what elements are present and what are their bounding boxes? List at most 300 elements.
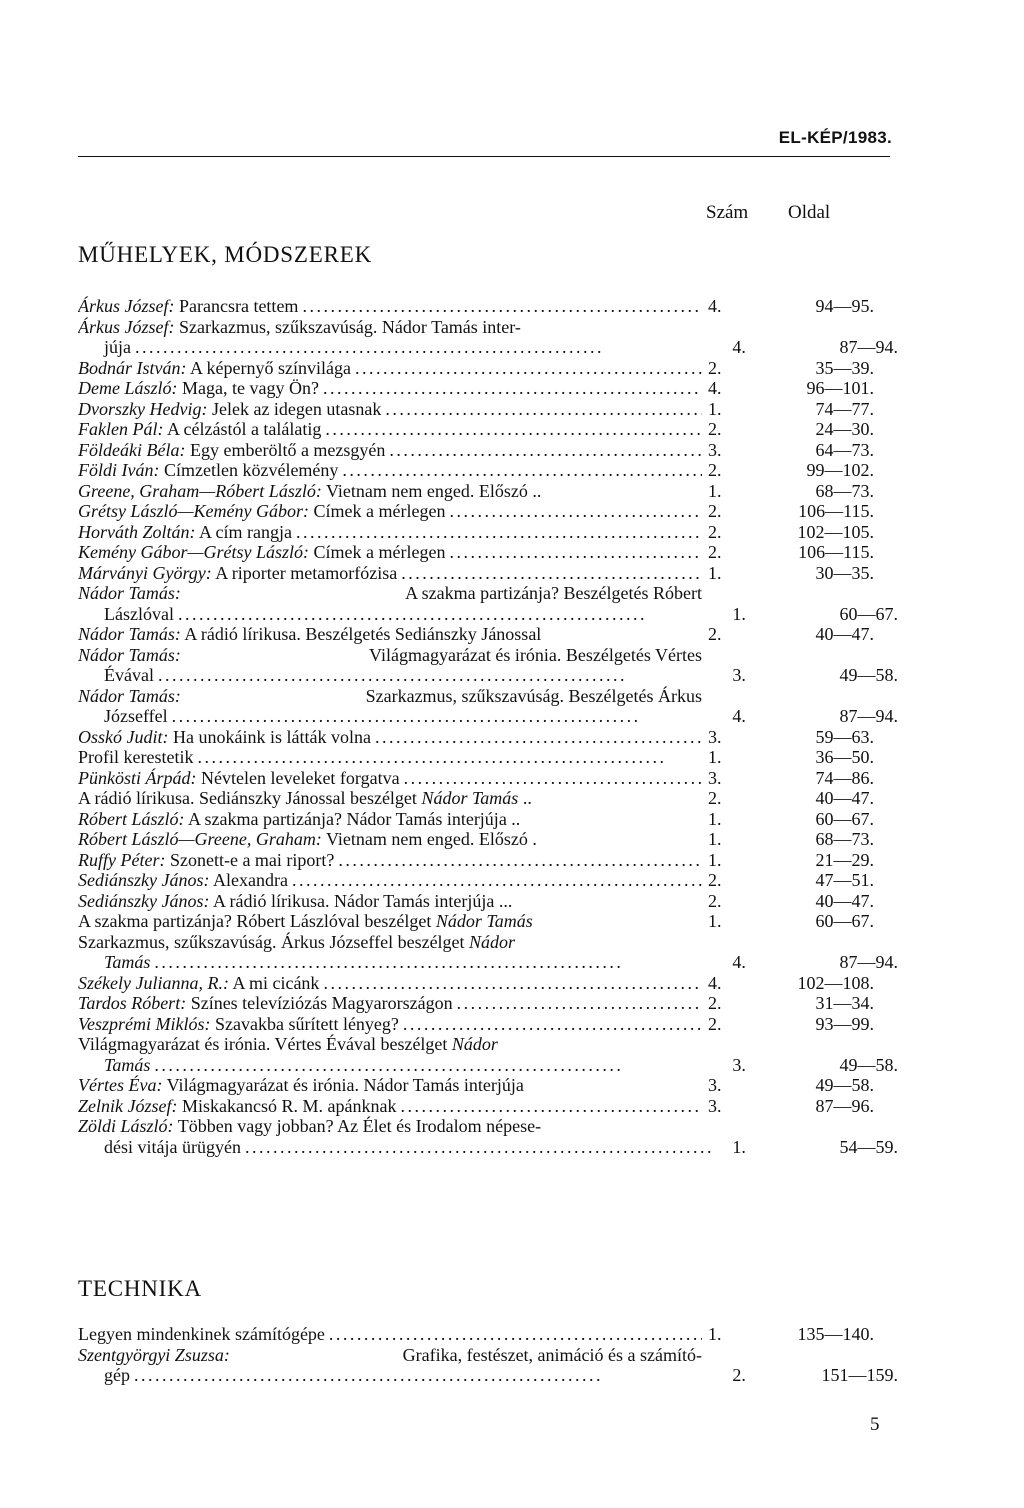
entry-title-cell <box>78 460 702 481</box>
entry-issue-number: 2. <box>708 460 722 480</box>
entry-title-cell <box>78 358 702 379</box>
entry-author: Földeáki Béla: <box>78 439 186 460</box>
entry-title-cell <box>78 1075 702 1096</box>
entry-title: Szarkazmus, szűkszavúság. Árkus Józseffel beszélget <box>78 931 470 952</box>
entry-title-cell <box>78 788 702 809</box>
entry-title: Névtelen leveleket forgatva <box>196 767 400 788</box>
toc-entry <box>78 973 898 994</box>
toc-entry <box>78 337 898 358</box>
entry-issue-number: 1. <box>708 562 722 583</box>
dot-leader <box>168 706 727 727</box>
entry-issue-number: 1. <box>708 829 722 849</box>
entry-title-cell <box>78 768 702 789</box>
entry-page-range: 49—58. <box>839 665 898 685</box>
entry-issue-number: 3. <box>708 767 722 788</box>
entry-title: A rádió lírikusa. Sediánszky Jánossal beszélget <box>78 788 422 808</box>
entry-issue-number: 2. <box>708 624 722 644</box>
entry-title: A szakma partizánja? Nádor Tamás interjúja .. <box>184 808 521 829</box>
entry-author: Vértes Éva: <box>78 1075 163 1095</box>
entry-text <box>78 419 321 440</box>
toc-entry <box>78 870 898 891</box>
entry-title: Szarkazmus, szűkszavúság. Beszélgetés Árkus <box>361 685 702 706</box>
entry-text <box>104 604 174 625</box>
entry-text <box>78 1034 498 1055</box>
entry-author: Dvorszky Hedvig: <box>78 398 208 419</box>
entry-text <box>78 829 537 850</box>
dot-leader <box>150 1055 726 1076</box>
toc-entry <box>78 686 898 707</box>
entry-title-cell <box>78 809 702 830</box>
entry-issue-number: 2. <box>708 501 722 521</box>
entry-title-cell <box>78 850 702 871</box>
entry-title-cell <box>78 604 726 625</box>
toc-entry <box>78 993 898 1014</box>
entry-title-cell <box>78 686 702 707</box>
dot-leader <box>445 542 702 563</box>
entry-author: Faklen Pál: <box>78 419 164 439</box>
entry-issue-number: 1. <box>708 808 722 829</box>
entry-page-range: 31—34. <box>815 993 874 1013</box>
entry-text <box>104 337 131 358</box>
entry-issue-number: 3. <box>708 726 722 747</box>
dot-leader <box>400 768 702 789</box>
entry-text <box>78 1014 399 1035</box>
toc-entry <box>78 747 898 768</box>
toc-entry <box>78 583 898 604</box>
toc-entry <box>78 296 898 317</box>
entry-issue-number: 1. <box>732 603 746 624</box>
entry-text <box>78 624 541 645</box>
entry-title-cell <box>78 1116 702 1137</box>
entry-page-range: 49—58. <box>815 1075 874 1095</box>
entry-page-range: 24—30. <box>815 419 874 439</box>
entry-interviewer: Tamás <box>104 1054 151 1075</box>
entry-page-range: 35—39. <box>815 357 874 378</box>
entry-issue-number: 3. <box>732 665 746 685</box>
toc-entry <box>78 440 898 461</box>
entry-title: Címek a mérlegen <box>309 542 446 562</box>
toc-entry <box>78 460 898 481</box>
entry-title: Többen vagy jobban? Az Élet és Irodalom népese- <box>173 1116 542 1136</box>
entry-title: Szarkazmus, szűkszavúság. Nádor Tamás inter- <box>174 316 521 337</box>
column-header-number: Szám <box>706 202 749 223</box>
entry-title: Alexandra <box>209 870 288 890</box>
dot-leader <box>292 522 702 543</box>
entry-title-cell <box>78 973 702 994</box>
toc-entry <box>78 501 898 522</box>
toc-entry <box>78 399 898 420</box>
toc-entry <box>78 665 898 686</box>
entry-page-range: 87—94. <box>839 337 898 357</box>
entry-text <box>104 1055 150 1076</box>
entry-title: Miskakancsó R. M. apánknak <box>177 1095 397 1116</box>
entry-text <box>104 1365 130 1386</box>
entry-page-range: 151—159. <box>821 1365 898 1385</box>
entry-title-cell <box>78 419 702 440</box>
entry-issue-number: 1. <box>708 911 722 931</box>
entry-page-range: 99—102. <box>806 460 874 480</box>
entry-title-cell <box>78 501 702 522</box>
dot-leader <box>241 1137 726 1158</box>
dot-leader <box>396 1096 702 1117</box>
entry-text <box>104 665 154 686</box>
entry-author: Róbert László: <box>78 808 185 829</box>
entry-text <box>78 399 381 420</box>
entry-title: A szakma partizánja? Róbert Lászlóval beszélget <box>78 911 436 931</box>
entry-title: Címek a mérlegen <box>309 501 446 521</box>
entry-text <box>78 727 371 748</box>
entry-title-cell <box>78 1365 726 1386</box>
entry-page-range: 54—59. <box>839 1136 898 1157</box>
toc-entry <box>78 378 898 399</box>
entry-author: Deme László: <box>78 378 178 398</box>
entry-page-range: 106—115. <box>798 542 874 562</box>
toc-entry <box>78 1345 898 1366</box>
entry-title-cell <box>78 563 702 584</box>
entry-page-range: 30—35. <box>815 562 874 583</box>
entry-title: A mi cicánk <box>228 972 320 993</box>
entry-page-range: 102—108. <box>797 972 874 993</box>
entry-issue-number: 2. <box>732 1365 746 1385</box>
entry-text <box>78 788 532 809</box>
entry-author: Sediánszky János: <box>78 870 210 890</box>
entry-title-cell <box>78 1096 702 1117</box>
entry-title: A rádió lírikusa. Beszélgetés Sediánszky Jánossal <box>180 624 542 644</box>
entry-title: Világmagyarázat és irónia. Vértes Évával beszélget <box>78 1034 452 1054</box>
entry-title: A szakma partizánja? Beszélgetés Róbert <box>401 583 702 603</box>
entry-page-range: 40—47. <box>815 890 874 911</box>
dot-leader <box>445 501 702 522</box>
toc-entry <box>78 706 898 727</box>
entry-text <box>78 932 515 953</box>
entry-page-range: 74—86. <box>815 767 874 788</box>
section-heading-muhelyek: MŰHELYEK, MÓDSZEREK <box>78 242 372 267</box>
entry-author: Nádor Tamás: <box>78 624 181 644</box>
entry-issue-number: 1. <box>708 747 722 767</box>
dot-leader <box>321 419 702 440</box>
entry-title: A rádió lírikusa. Nádor Tamás interjúja ... <box>209 890 513 911</box>
entry-issue-number: 1. <box>708 480 722 501</box>
entry-interviewer: Tamás <box>104 952 151 972</box>
entry-issue-number: 1. <box>708 1324 722 1344</box>
entry-title-cell <box>78 624 702 645</box>
dot-leader <box>351 358 702 379</box>
entry-issue-number: 2. <box>708 1013 722 1034</box>
entry-text <box>78 973 319 994</box>
entry-author: Grétsy László—Kemény Gábor: <box>78 501 309 521</box>
entry-page-range: 94—95. <box>815 296 874 316</box>
entry-issue-number: 3. <box>732 1054 746 1075</box>
entry-page-range: 106—115. <box>798 501 874 521</box>
entry-title-cell <box>78 829 702 850</box>
entry-interviewer: Nádor <box>451 1034 498 1054</box>
toc-entry <box>78 604 898 625</box>
entry-title-cell <box>78 706 726 727</box>
entry-title: Világmagyarázat és irónia. Beszélgetés Vértes <box>364 644 702 665</box>
entry-interviewer: Nádor Tamás <box>435 911 533 931</box>
entry-title-cell <box>78 870 702 891</box>
entry-text <box>78 747 193 768</box>
dot-leader <box>399 1014 702 1035</box>
entry-issue-number: 4. <box>732 706 746 726</box>
entry-title-cell <box>78 337 726 358</box>
entry-title-cell <box>78 1345 702 1366</box>
entry-title: A cím rangja <box>195 521 292 542</box>
entry-text <box>78 522 292 543</box>
entry-issue-number: 2. <box>708 419 722 439</box>
entry-title-cell <box>78 891 702 912</box>
entry-text <box>78 481 541 502</box>
entry-page-range: 47—51. <box>815 870 874 890</box>
toc-entry <box>78 788 898 809</box>
entry-title: A riporter metamorfózisa <box>211 562 398 583</box>
entry-page-range: 60—67. <box>839 603 898 624</box>
toc-entry <box>78 1014 898 1035</box>
entry-issue-number: 1. <box>732 1136 746 1157</box>
entry-text <box>78 870 288 891</box>
entry-page-range: 74—77. <box>815 398 874 419</box>
entry-page-range: 36—50. <box>815 747 874 767</box>
entry-page-range: 60—67. <box>815 911 874 931</box>
entry-author: Szentgyörgyi Zsuzsa: <box>78 1344 230 1365</box>
entry-text <box>78 440 385 461</box>
toc-entry <box>78 481 898 502</box>
entry-issue-number: 4. <box>732 952 746 972</box>
toc-entry <box>78 768 898 789</box>
entry-title-cell <box>78 727 702 748</box>
toc-entry <box>78 645 898 666</box>
entry-title-cell <box>78 296 702 317</box>
entry-text <box>78 296 298 317</box>
entry-text <box>104 1137 241 1158</box>
entry-text <box>78 911 533 932</box>
entry-title: Legyen mindenkinek számítógépe <box>78 1324 325 1344</box>
dot-leader <box>453 993 702 1014</box>
entry-title-cell <box>78 952 726 973</box>
entry-page-range: 40—47. <box>815 788 874 808</box>
dot-leader <box>150 952 726 973</box>
entry-author: Tardos Róbert: <box>78 993 187 1013</box>
entry-issue-number: 2. <box>708 788 722 808</box>
entry-author: Nádor Tamás: <box>78 685 181 706</box>
entry-title-cell <box>78 1014 702 1035</box>
entry-title-cell <box>78 1137 726 1158</box>
dot-leader <box>319 378 702 399</box>
entry-issue-number: 2. <box>708 521 722 542</box>
entry-author: Márványi György: <box>78 562 212 583</box>
entry-page-range: 68—73. <box>815 480 874 501</box>
dot-leader <box>193 747 702 768</box>
entry-title-cell <box>78 481 702 502</box>
entry-title-cell <box>78 1055 726 1076</box>
entry-author: Zöldi László: <box>78 1116 174 1136</box>
entry-author: Kemény Gábor—Grétsy László: <box>78 542 309 562</box>
entry-title-cell <box>78 747 702 768</box>
entry-issue-number: 3. <box>708 439 722 460</box>
dot-leader <box>174 604 726 625</box>
entry-page-range: 40—47. <box>815 624 874 644</box>
entry-page-range: 60—67. <box>815 808 874 829</box>
toc-entry <box>78 809 898 830</box>
entry-text <box>78 460 338 481</box>
entry-page-range: 87—94. <box>839 706 898 726</box>
toc-entry <box>78 727 898 748</box>
toc-entry <box>78 1137 898 1158</box>
entry-title: Grafika, festészet, animáció és a számító- <box>398 1344 702 1365</box>
dot-leader <box>381 399 702 420</box>
entry-title-cell <box>78 522 702 543</box>
entry-title-cell <box>78 932 702 953</box>
entry-author: Árkus József: <box>78 316 175 337</box>
toc-entry <box>78 1034 898 1055</box>
entry-text <box>78 501 445 522</box>
entry-page-range: 102—105. <box>797 521 874 542</box>
toc-entry <box>78 1055 898 1076</box>
entry-page-range: 135—140. <box>797 1324 874 1344</box>
entry-title-cell <box>78 583 702 604</box>
entry-issue-number: 4. <box>708 972 722 993</box>
entry-text <box>78 891 512 912</box>
entry-title: gép <box>104 1365 130 1385</box>
entry-title: Józseffel <box>104 706 168 726</box>
entry-issue-number: 1. <box>708 849 722 870</box>
toc-entry <box>78 419 898 440</box>
dot-leader <box>325 1324 702 1345</box>
entry-page-range: 21—29. <box>815 849 874 870</box>
entry-issue-number: 3. <box>708 1075 722 1095</box>
entry-author: Nádor Tamás: <box>78 583 181 603</box>
entry-issue-number: 2. <box>708 993 722 1013</box>
entry-author: Székely Julianna, R.: <box>78 972 229 993</box>
entry-title-cell <box>78 378 702 399</box>
entry-text <box>78 768 400 789</box>
entry-author: Zelnik József: <box>78 1095 178 1116</box>
toc-list-muhelyek <box>78 296 898 1157</box>
entry-author: Ruffy Péter: <box>78 849 166 870</box>
toc-entry <box>78 542 898 563</box>
entry-text <box>78 850 334 871</box>
toc-entry <box>78 317 898 338</box>
toc-entry <box>78 1096 898 1117</box>
entry-author: Róbert László—Greene, Graham: <box>78 829 322 849</box>
column-header-page: Oldal <box>788 202 831 223</box>
entry-text <box>78 563 397 584</box>
entry-author: Veszprémi Miklós: <box>78 1013 211 1034</box>
entry-title: Évával <box>104 665 154 685</box>
entry-page-range: 96—101. <box>806 378 874 398</box>
toc-entry <box>78 624 898 645</box>
entry-page-range: 87—94. <box>839 952 898 972</box>
dot-leader <box>319 973 702 994</box>
dot-leader <box>338 460 702 481</box>
dot-leader <box>130 1365 726 1386</box>
entry-author: Bodnár István: <box>78 357 187 378</box>
entry-issue-number: 4. <box>732 337 746 357</box>
toc-entry <box>78 522 898 543</box>
entry-page-range: 64—73. <box>815 439 874 460</box>
dot-leader <box>131 337 726 358</box>
toc-entry <box>78 911 898 932</box>
entry-page-range: 59—63. <box>815 726 874 747</box>
entry-page-range: 93—99. <box>815 1013 874 1034</box>
entry-text <box>78 1116 541 1137</box>
entry-author: Földi Iván: <box>78 460 160 480</box>
toc-entry <box>78 358 898 379</box>
entry-title-cell <box>78 542 702 563</box>
entry-title: Profil kerestetik <box>78 747 194 767</box>
entry-title: Parancsra tettem <box>174 296 299 316</box>
entry-text <box>78 1075 524 1096</box>
entry-title: A célzástól a találatig <box>163 419 322 439</box>
dot-leader <box>154 665 726 686</box>
toc-entry <box>78 891 898 912</box>
toc-entry <box>78 1324 898 1345</box>
entry-author: Osskó Judit: <box>78 726 169 747</box>
header-rule <box>78 156 890 157</box>
entry-title: Szavakba sűrített lényeg? <box>210 1013 399 1034</box>
entry-title-cell <box>78 645 702 666</box>
entry-title: Világmagyarázat és irónia. Nádor Tamás interjúja <box>162 1075 524 1095</box>
entry-issue-number: 2. <box>708 870 722 890</box>
entry-title: dési vitája ürügyén <box>104 1136 241 1157</box>
entry-text <box>104 706 168 727</box>
entry-text <box>78 358 351 379</box>
entry-author: Sediánszky János: <box>78 890 210 911</box>
entry-author: Pünkösti Árpád: <box>78 767 197 788</box>
section-heading-technika: TECHNIKA <box>78 1276 202 1301</box>
toc-entry <box>78 829 898 850</box>
entry-title-tail: .. <box>518 788 532 808</box>
entry-page-range: 87—96. <box>815 1095 874 1116</box>
entry-text <box>78 378 319 399</box>
toc-entry <box>78 1365 898 1386</box>
entry-title: Ha unokáink is látták volna <box>168 726 371 747</box>
entry-issue-number: 4. <box>708 378 722 398</box>
entry-text <box>78 809 520 830</box>
toc-entry <box>78 952 898 973</box>
dot-leader <box>298 296 702 317</box>
entry-text <box>104 952 150 973</box>
dot-leader <box>334 850 702 871</box>
dot-leader <box>288 870 702 891</box>
entry-issue-number: 2. <box>708 890 722 911</box>
entry-title: Lászlóval <box>104 603 174 624</box>
running-head: EL-KÉP/1983. <box>778 128 892 147</box>
entry-issue-number: 2. <box>708 542 722 562</box>
entry-title-cell <box>78 317 702 338</box>
entry-author: Horváth Zoltán: <box>78 521 196 542</box>
entry-title: Egy emberöltő a mezsgyén <box>185 439 386 460</box>
entry-page-range: 68—73. <box>815 829 874 849</box>
entry-title: A képernyő színvilága <box>186 357 351 378</box>
entry-author: Greene, Graham—Róbert László: <box>78 480 322 501</box>
toc-entry <box>78 932 898 953</box>
entry-page-range: 49—58. <box>839 1054 898 1075</box>
entry-title: Szonett-e a mai riport? <box>165 849 335 870</box>
toc-list-technika <box>78 1324 898 1386</box>
entry-author: Árkus József: <box>78 296 175 316</box>
entry-title: Vietnam nem enged. Előszó .. <box>321 480 542 501</box>
toc-entry <box>78 1116 898 1137</box>
entry-title: Jelek az idegen utasnak <box>207 398 382 419</box>
entry-title-cell <box>78 1034 702 1055</box>
entry-title: jújа <box>104 337 131 357</box>
dot-leader <box>385 440 702 461</box>
entry-text <box>78 1096 396 1117</box>
dot-leader <box>371 727 702 748</box>
entry-text <box>78 993 453 1014</box>
entry-author: Nádor Tamás: <box>78 644 181 665</box>
